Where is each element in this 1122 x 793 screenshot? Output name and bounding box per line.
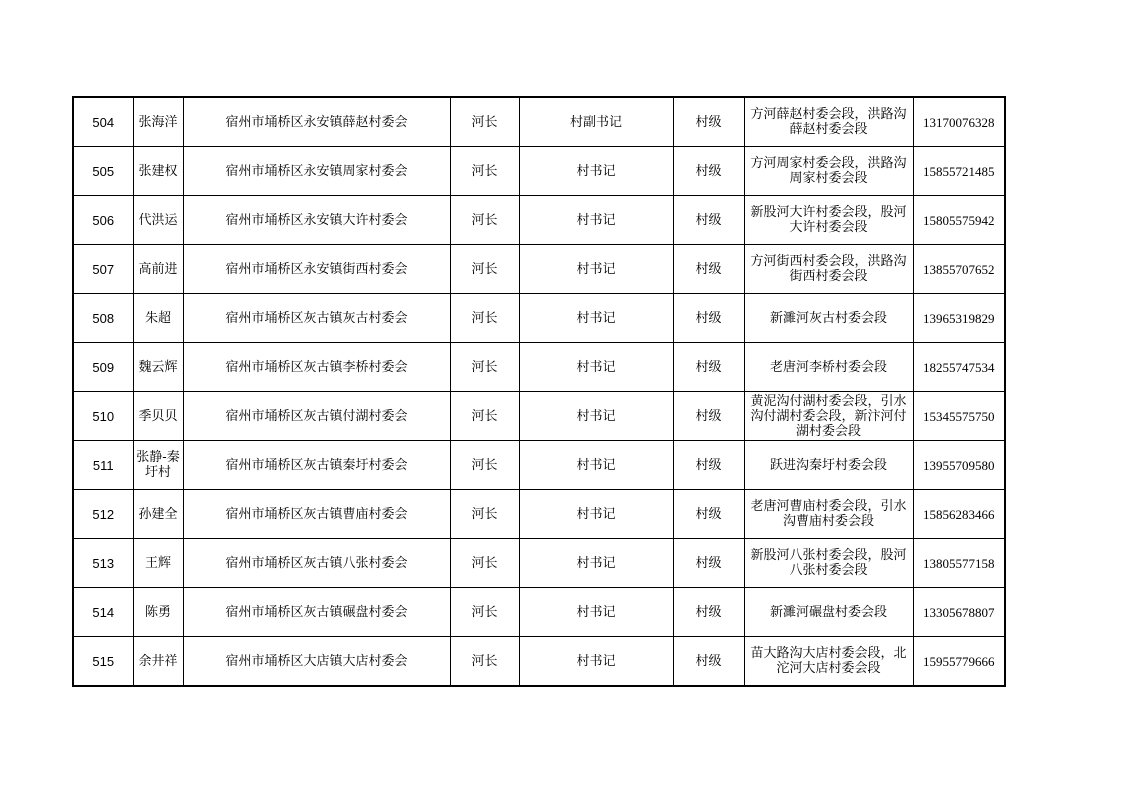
row-number-cell: 506 (73, 196, 133, 245)
phone-cell: 13170076328 (913, 97, 1005, 147)
row-number-cell: 512 (73, 490, 133, 539)
level-cell: 村级 (673, 588, 744, 637)
row-number-cell: 509 (73, 343, 133, 392)
unit-cell: 宿州市埇桥区灰古镇付湖村委会 (183, 392, 450, 441)
phone-cell: 13965319829 (913, 294, 1005, 343)
position-cell: 村书记 (519, 343, 673, 392)
name-cell: 陈勇 (133, 588, 183, 637)
name-cell: 季贝贝 (133, 392, 183, 441)
phone-cell: 18255747534 (913, 343, 1005, 392)
name-cell: 朱超 (133, 294, 183, 343)
phone-cell: 15856283466 (913, 490, 1005, 539)
table-row (73, 343, 1005, 392)
unit-cell: 宿州市埇桥区大店镇大店村委会 (183, 637, 450, 687)
name-cell: 余井祥 (133, 637, 183, 687)
phone-cell: 13805577158 (913, 539, 1005, 588)
position-cell: 村书记 (519, 539, 673, 588)
table-row (73, 490, 1005, 539)
role-cell: 河长 (450, 441, 519, 490)
name-cell: 张静-秦圩村 (133, 441, 183, 490)
position-cell: 村副书记 (519, 97, 673, 147)
table-row (73, 392, 1005, 441)
table-row (73, 588, 1005, 637)
row-number-cell: 508 (73, 294, 133, 343)
river-section-cell: 新濉河灰古村委会段 (744, 294, 913, 343)
position-cell: 村书记 (519, 294, 673, 343)
unit-cell: 宿州市埇桥区灰古镇灰古村委会 (183, 294, 450, 343)
table-row (73, 147, 1005, 196)
row-number-cell: 510 (73, 392, 133, 441)
role-cell: 河长 (450, 588, 519, 637)
role-cell: 河长 (450, 97, 519, 147)
table-row (73, 539, 1005, 588)
position-cell: 村书记 (519, 441, 673, 490)
row-number-cell: 514 (73, 588, 133, 637)
river-section-cell: 新股河八张村委会段，股河八张村委会段 (744, 539, 913, 588)
unit-cell: 宿州市埇桥区灰古镇八张村委会 (183, 539, 450, 588)
level-cell: 村级 (673, 441, 744, 490)
table-row (73, 196, 1005, 245)
phone-cell: 15955779666 (913, 637, 1005, 687)
river-section-cell: 新股河大许村委会段，股河大许村委会段 (744, 196, 913, 245)
name-cell: 张海洋 (133, 97, 183, 147)
position-cell: 村书记 (519, 490, 673, 539)
level-cell: 村级 (673, 637, 744, 687)
table-row (73, 245, 1005, 294)
name-cell: 魏云辉 (133, 343, 183, 392)
row-number-cell: 505 (73, 147, 133, 196)
level-cell: 村级 (673, 294, 744, 343)
row-number-cell: 513 (73, 539, 133, 588)
role-cell: 河长 (450, 490, 519, 539)
phone-cell: 15345575750 (913, 392, 1005, 441)
unit-cell: 宿州市埇桥区永安镇大许村委会 (183, 196, 450, 245)
level-cell: 村级 (673, 97, 744, 147)
unit-cell: 宿州市埇桥区灰古镇秦圩村委会 (183, 441, 450, 490)
table-body (73, 97, 1005, 686)
table-row (73, 97, 1005, 147)
table-row (73, 637, 1005, 687)
level-cell: 村级 (673, 343, 744, 392)
unit-cell: 宿州市埇桥区永安镇周家村委会 (183, 147, 450, 196)
river-section-cell: 新濉河碾盘村委会段 (744, 588, 913, 637)
name-cell: 王辉 (133, 539, 183, 588)
position-cell: 村书记 (519, 392, 673, 441)
unit-cell: 宿州市埇桥区灰古镇李桥村委会 (183, 343, 450, 392)
table-row (73, 441, 1005, 490)
river-section-cell: 苗大路沟大店村委会段，北沱河大店村委会段 (744, 637, 913, 687)
unit-cell: 宿州市埇桥区灰古镇碾盘村委会 (183, 588, 450, 637)
role-cell: 河长 (450, 343, 519, 392)
name-cell: 张建权 (133, 147, 183, 196)
river-section-cell: 老唐河曹庙村委会段，引水沟曹庙村委会段 (744, 490, 913, 539)
level-cell: 村级 (673, 196, 744, 245)
river-section-cell: 老唐河李桥村委会段 (744, 343, 913, 392)
role-cell: 河长 (450, 245, 519, 294)
level-cell: 村级 (673, 392, 744, 441)
position-cell: 村书记 (519, 147, 673, 196)
level-cell: 村级 (673, 245, 744, 294)
role-cell: 河长 (450, 539, 519, 588)
phone-cell: 13955709580 (913, 441, 1005, 490)
row-number-cell: 507 (73, 245, 133, 294)
phone-cell: 13305678807 (913, 588, 1005, 637)
river-section-cell: 跃进沟秦圩村委会段 (744, 441, 913, 490)
row-number-cell: 515 (73, 637, 133, 687)
river-section-cell: 方河街西村委会段，洪路沟街西村委会段 (744, 245, 913, 294)
phone-cell: 15805575942 (913, 196, 1005, 245)
position-cell: 村书记 (519, 637, 673, 687)
row-number-cell: 504 (73, 97, 133, 147)
level-cell: 村级 (673, 490, 744, 539)
river-section-cell: 黄泥沟付湖村委会段，引水沟付湖村委会段，新汴河付湖村委会段 (744, 392, 913, 441)
role-cell: 河长 (450, 147, 519, 196)
river-section-cell: 方河周家村委会段，洪路沟周家村委会段 (744, 147, 913, 196)
phone-cell: 15855721485 (913, 147, 1005, 196)
name-cell: 孙建全 (133, 490, 183, 539)
position-cell: 村书记 (519, 245, 673, 294)
river-section-cell: 方河薛赵村委会段，洪路沟薛赵村委会段 (744, 97, 913, 147)
role-cell: 河长 (450, 392, 519, 441)
row-number-cell: 511 (73, 441, 133, 490)
role-cell: 河长 (450, 294, 519, 343)
river-chief-table (72, 96, 1006, 687)
phone-cell: 13855707652 (913, 245, 1005, 294)
table-row (73, 294, 1005, 343)
unit-cell: 宿州市埇桥区永安镇薛赵村委会 (183, 97, 450, 147)
level-cell: 村级 (673, 147, 744, 196)
level-cell: 村级 (673, 539, 744, 588)
position-cell: 村书记 (519, 196, 673, 245)
name-cell: 代洪运 (133, 196, 183, 245)
role-cell: 河长 (450, 196, 519, 245)
position-cell: 村书记 (519, 588, 673, 637)
unit-cell: 宿州市埇桥区永安镇街西村委会 (183, 245, 450, 294)
unit-cell: 宿州市埇桥区灰古镇曹庙村委会 (183, 490, 450, 539)
name-cell: 高前进 (133, 245, 183, 294)
role-cell: 河长 (450, 637, 519, 687)
